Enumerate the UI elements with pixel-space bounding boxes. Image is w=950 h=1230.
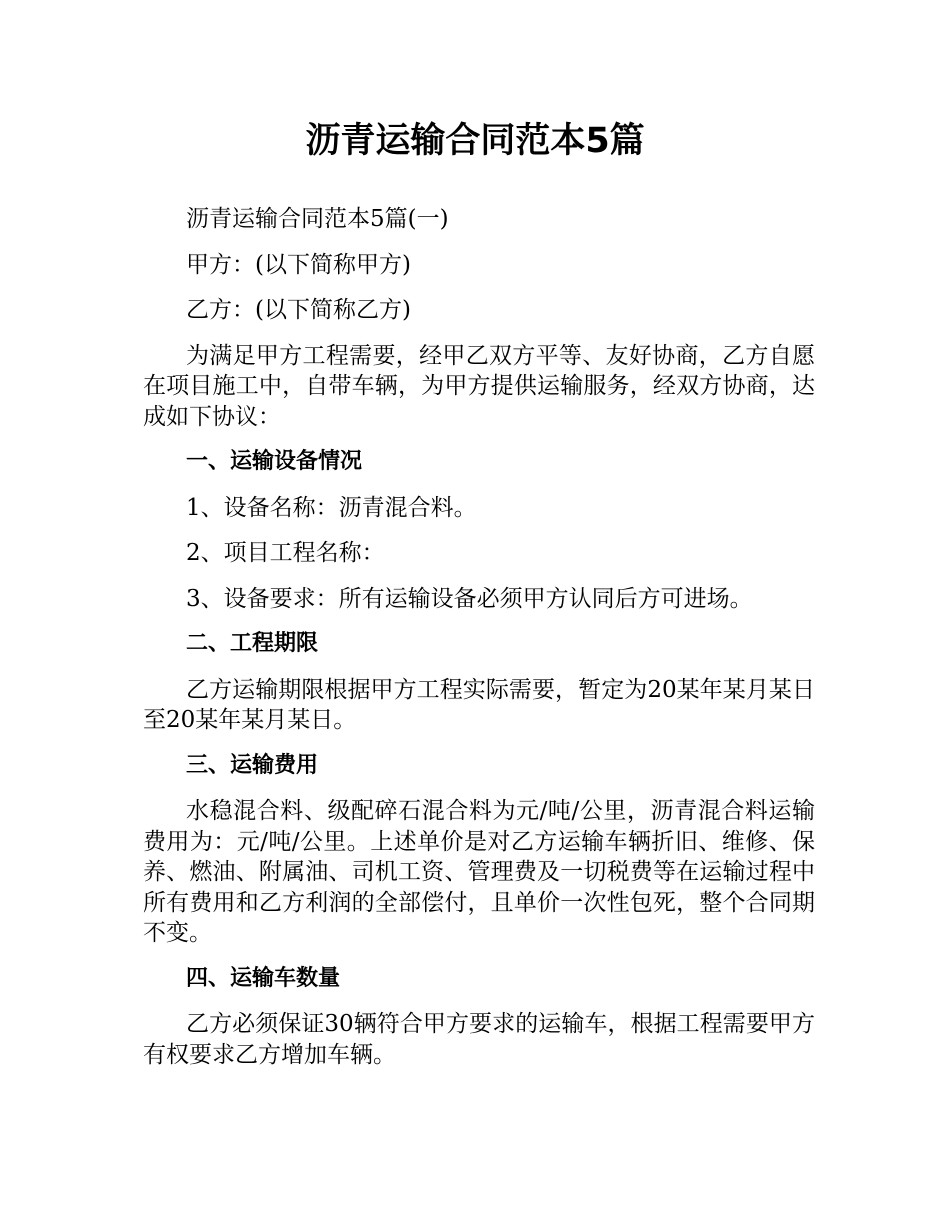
heading-vehicles: 四、运输车数量 <box>186 965 341 991</box>
equipment-item-1: 1、设备名称：沥青混合料。 <box>186 494 477 521</box>
heading-fees: 三、运输费用 <box>186 752 319 778</box>
equipment-item-2: 2、项目工程名称： <box>186 540 385 566</box>
section-subtitle: 沥青运输合同范本5篇(一) <box>186 206 449 232</box>
party-b-line: 乙方：(以下简称乙方) <box>186 297 411 323</box>
heading-period: 二、工程期限 <box>186 631 319 656</box>
equipment-item-3: 3、设备要求：所有运输设备必须甲方认同后方可进场。 <box>186 585 753 612</box>
heading-equipment: 一、运输设备情况 <box>186 449 363 474</box>
document-title: 沥青运输合同范本5篇 <box>305 121 645 161</box>
fees-paragraph: 水稳混合料、级配碎石混合料为元/吨/公里，沥青混合料运输费用为：元/吨/公里。上述单价是对乙方运输车辆折旧、维修、保养、燃油、附属油、司机工资、管理费及一切税费等在运输过程中所有费用和乙方利润的全部偿付，且单价一次性包死，整个合同期不变。 <box>143 798 815 946</box>
period-paragraph: 乙方运输期限根据甲方工程实际需要，暂定为20某年某月某日至20某年某月某日。 <box>143 676 815 733</box>
party-a-line: 甲方：(以下简称甲方) <box>186 251 411 278</box>
document-body <box>143 204 815 1085</box>
preamble-paragraph: 为满足甲方工程需要，经甲乙双方平等、友好协商，乙方自愿在项目施工中，自带车辆，为甲方提供运输服务，经双方协商，达成如下协议： <box>143 342 815 430</box>
vehicles-paragraph: 乙方必须保证30辆符合甲方要求的运输车，根据工程需要甲方有权要求乙方增加车辆。 <box>143 1011 815 1068</box>
